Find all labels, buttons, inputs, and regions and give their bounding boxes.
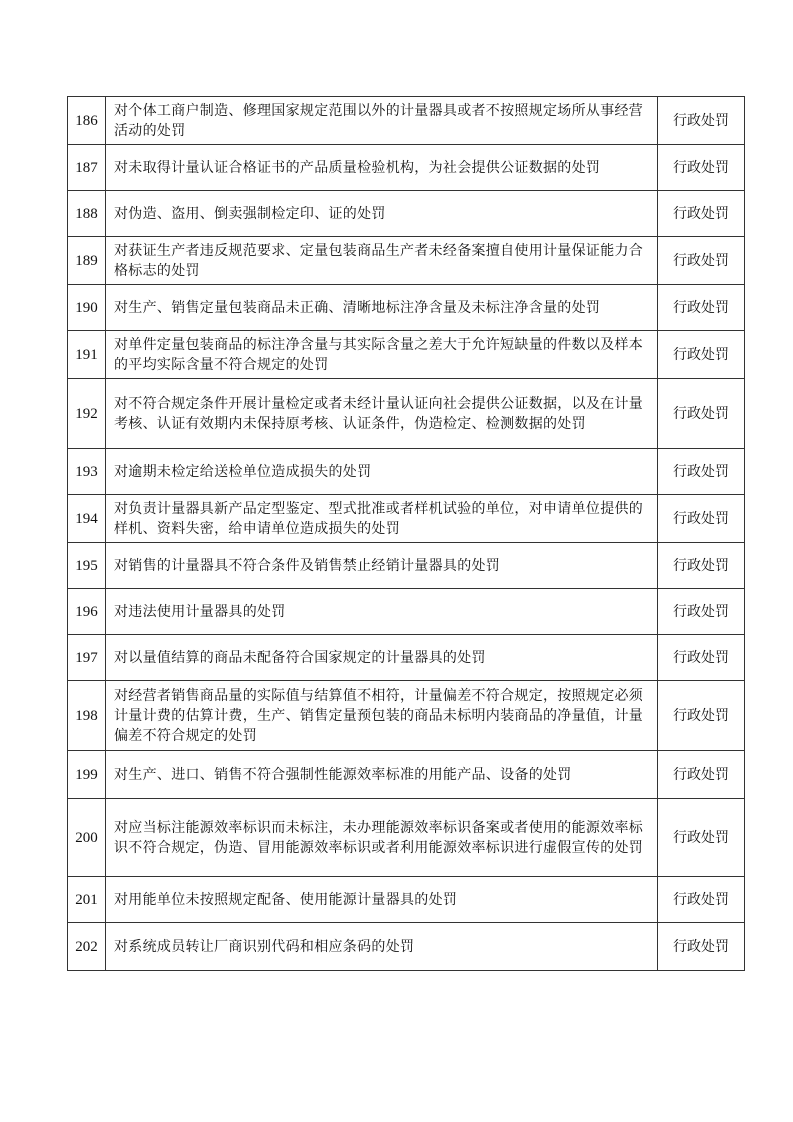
table-row xyxy=(68,97,745,145)
row-number: 197 xyxy=(68,635,106,681)
row-number: 190 xyxy=(68,285,106,331)
row-number: 188 xyxy=(68,191,106,237)
table-row xyxy=(68,191,745,237)
row-category: 行政处罚 xyxy=(658,285,745,331)
table-row xyxy=(68,681,745,751)
row-description: 对伪造、盗用、倒卖强制检定印、证的处罚 xyxy=(106,191,658,237)
row-description: 对生产、销售定量包装商品未正确、清晰地标注净含量及未标注净含量的处罚 xyxy=(106,285,658,331)
row-description: 对获证生产者违反规范要求、定量包装商品生产者未经备案擅自使用计量保证能力合格标志的处罚 xyxy=(106,237,658,285)
row-category: 行政处罚 xyxy=(658,635,745,681)
row-description: 对用能单位未按照规定配备、使用能源计量器具的处罚 xyxy=(106,877,658,923)
row-number: 193 xyxy=(68,449,106,495)
row-number: 191 xyxy=(68,331,106,379)
row-category: 行政处罚 xyxy=(658,877,745,923)
row-category: 行政处罚 xyxy=(658,543,745,589)
row-description: 对销售的计量器具不符合条件及销售禁止经销计量器具的处罚 xyxy=(106,543,658,589)
table-row xyxy=(68,543,745,589)
row-number: 202 xyxy=(68,923,106,971)
table-row xyxy=(68,449,745,495)
row-number: 201 xyxy=(68,877,106,923)
row-description: 对生产、进口、销售不符合强制性能源效率标准的用能产品、设备的处罚 xyxy=(106,751,658,799)
row-category: 行政处罚 xyxy=(658,923,745,971)
row-description: 对违法使用计量器具的处罚 xyxy=(106,589,658,635)
table-row xyxy=(68,635,745,681)
table-row xyxy=(68,285,745,331)
table-row xyxy=(68,799,745,877)
row-description: 对经营者销售商品量的实际值与结算值不相符，计量偏差不符合规定，按照规定必须计量计费的估算计费，生产、销售定量预包装的商品未标明内装商品的净量值，计量偏差不符合规定的处罚 xyxy=(106,681,658,751)
table-row xyxy=(68,379,745,449)
row-number: 194 xyxy=(68,495,106,543)
row-description: 对系统成员转让厂商识别代码和相应条码的处罚 xyxy=(106,923,658,971)
row-category: 行政处罚 xyxy=(658,495,745,543)
table-row xyxy=(68,751,745,799)
row-number: 196 xyxy=(68,589,106,635)
row-category: 行政处罚 xyxy=(658,589,745,635)
table-row xyxy=(68,495,745,543)
row-number: 187 xyxy=(68,145,106,191)
table-row xyxy=(68,923,745,971)
row-description: 对不符合规定条件开展计量检定或者未经计量认证向社会提供公证数据，以及在计量考核、认证有效期内未保持原考核、认证条件，伪造检定、检测数据的处罚 xyxy=(106,379,658,449)
row-category: 行政处罚 xyxy=(658,379,745,449)
row-category: 行政处罚 xyxy=(658,751,745,799)
row-number: 192 xyxy=(68,379,106,449)
table-row xyxy=(68,237,745,285)
row-description: 对负责计量器具新产品定型鉴定、型式批准或者样机试验的单位，对申请单位提供的样机、资料失密，给申请单位造成损失的处罚 xyxy=(106,495,658,543)
row-category: 行政处罚 xyxy=(658,681,745,751)
row-description: 对未取得计量认证合格证书的产品质量检验机构，为社会提供公证数据的处罚 xyxy=(106,145,658,191)
table-row xyxy=(68,331,745,379)
row-number: 198 xyxy=(68,681,106,751)
row-description: 对个体工商户制造、修理国家规定范围以外的计量器具或者不按照规定场所从事经营活动的处罚 xyxy=(106,97,658,145)
row-number: 189 xyxy=(68,237,106,285)
row-category: 行政处罚 xyxy=(658,449,745,495)
row-description: 对应当标注能源效率标识而未标注，未办理能源效率标识备案或者使用的能源效率标识不符合规定，伪造、冒用能源效率标识或者利用能源效率标识进行虚假宣传的处罚 xyxy=(106,799,658,877)
row-description: 对单件定量包装商品的标注净含量与其实际含量之差大于允许短缺量的件数以及样本的平均实际含量不符合规定的处罚 xyxy=(106,331,658,379)
row-category: 行政处罚 xyxy=(658,331,745,379)
table-row xyxy=(68,589,745,635)
row-category: 行政处罚 xyxy=(658,799,745,877)
row-number: 186 xyxy=(68,97,106,145)
penalty-table xyxy=(67,96,745,971)
row-category: 行政处罚 xyxy=(658,97,745,145)
row-category: 行政处罚 xyxy=(658,191,745,237)
table-row xyxy=(68,145,745,191)
row-number: 199 xyxy=(68,751,106,799)
row-category: 行政处罚 xyxy=(658,145,745,191)
row-category: 行政处罚 xyxy=(658,237,745,285)
row-description: 对逾期未检定给送检单位造成损失的处罚 xyxy=(106,449,658,495)
row-number: 195 xyxy=(68,543,106,589)
row-number: 200 xyxy=(68,799,106,877)
table-row xyxy=(68,877,745,923)
row-description: 对以量值结算的商品未配备符合国家规定的计量器具的处罚 xyxy=(106,635,658,681)
